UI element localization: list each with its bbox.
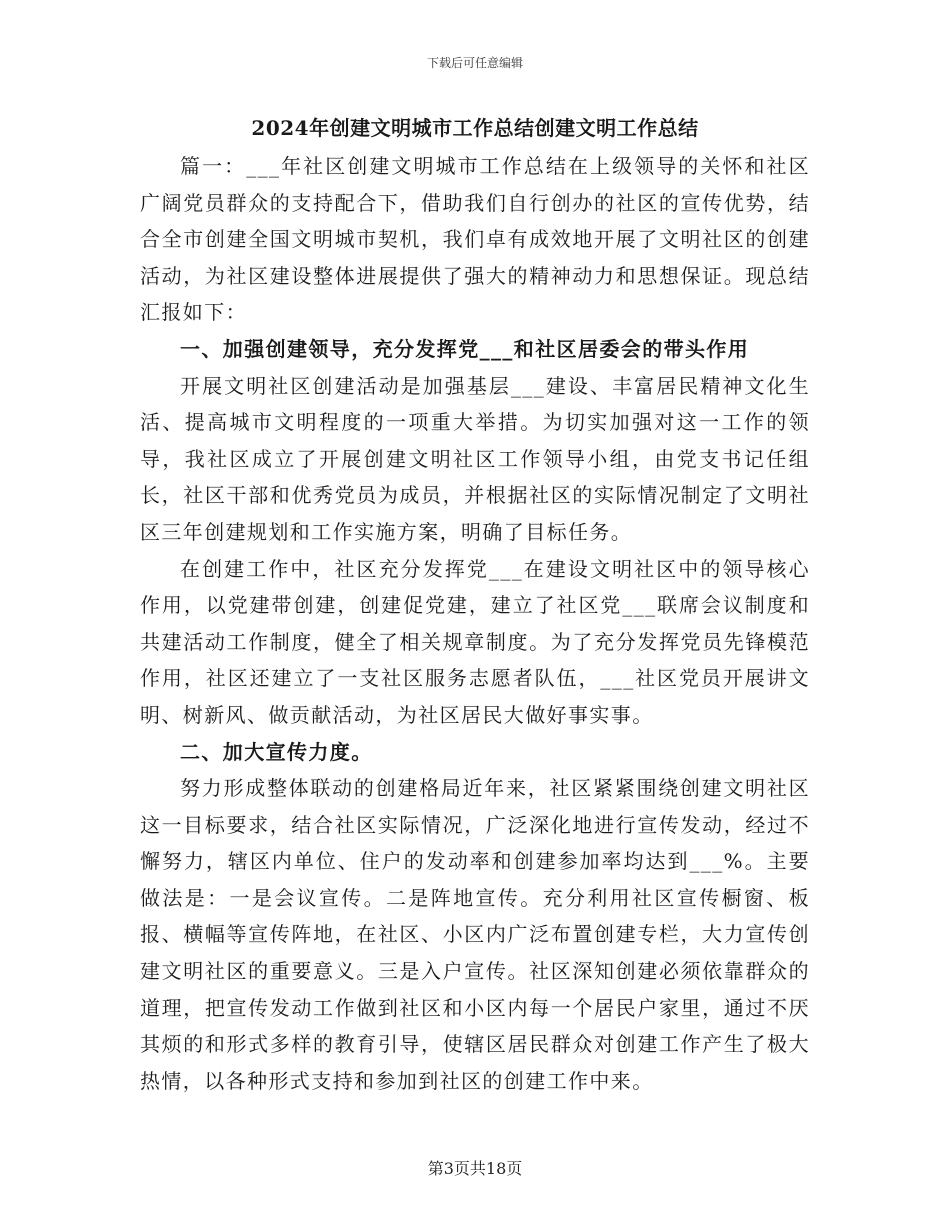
- download-note: 下载后可任意编辑: [426, 56, 523, 70]
- paragraph-leadership: 开展文明社区创建活动是加强基层___建设、丰富居民精神文化生活、提高城市文明程度的一项重大举措。为切实加强对这一工作的领导，我社区成立了开展创建文明社区工作领导小组，由党支书记任组长，社区干部和优秀党员为成员，并根据社区的实际情况制定了文明社区三年创建规划和工作实施方案，明确了目标任务。: [140, 373, 810, 544]
- paragraph-publicity: 努力形成整体联动的创建格局近年来，社区紧紧围绕创建文明社区这一目标要求，结合社区实际情况，广泛深化地进行宣传发动，经过不懈努力，辖区内单位、住户的发动率和创建参加率均达到___%。主要做法是：一是会议宣传。二是阵地宣传。充分利用社区宣传橱窗、板报、横幅等宣传阵地，在社区、小区内广泛布置创建专栏，大力宣传创建文明社区的重要意义。三是入户宣传。社区深知创建必须依靠群众的道理，把宣传发动工作做到社区和小区内每一个居民户家里，通过不厌其烦的和形式多样的教育引导，使辖区居民群众对创建工作产生了极大热情，以各种形式支持和参加到社区的创建工作中来。: [140, 776, 810, 1093]
- document-body: [140, 110, 810, 1099]
- section-heading-2: 二、加大宣传力度。: [180, 739, 373, 764]
- paragraph-intro: 篇一：___年社区创建文明城市工作总结在上级领导的关怀和社区广阔党员群众的支持配合下，借助我们自行创办的社区的宣传优势，结合全市创建全国文明城市契机，我们卓有成效地开展了文明社区的创建活动，为社区建设整体进展提供了强大的精神动力和思想保证。现总结汇报如下：: [140, 154, 810, 325]
- page-number: 第3页共18页: [427, 1159, 523, 1178]
- section-heading-1: 一、加强创建领导，充分发挥党___和社区居委会的带头作用: [180, 336, 750, 361]
- document-title: 2024年创建文明城市工作总结创建文明工作总结: [251, 116, 699, 140]
- paragraph-party-role: 在创建工作中，社区充分发挥党___在建设文明社区中的领导核心作用，以党建带创建，创建促党建，建立了社区党___联席会议制度和共建活动工作制度，健全了相关规章制度。为了充分发挥党员先锋模范作用，社区还建立了一支社区服务志愿者队伍，___社区党员开展讲文明、树新风、做贡献活动，为社区居民大做好事实事。: [140, 556, 810, 727]
